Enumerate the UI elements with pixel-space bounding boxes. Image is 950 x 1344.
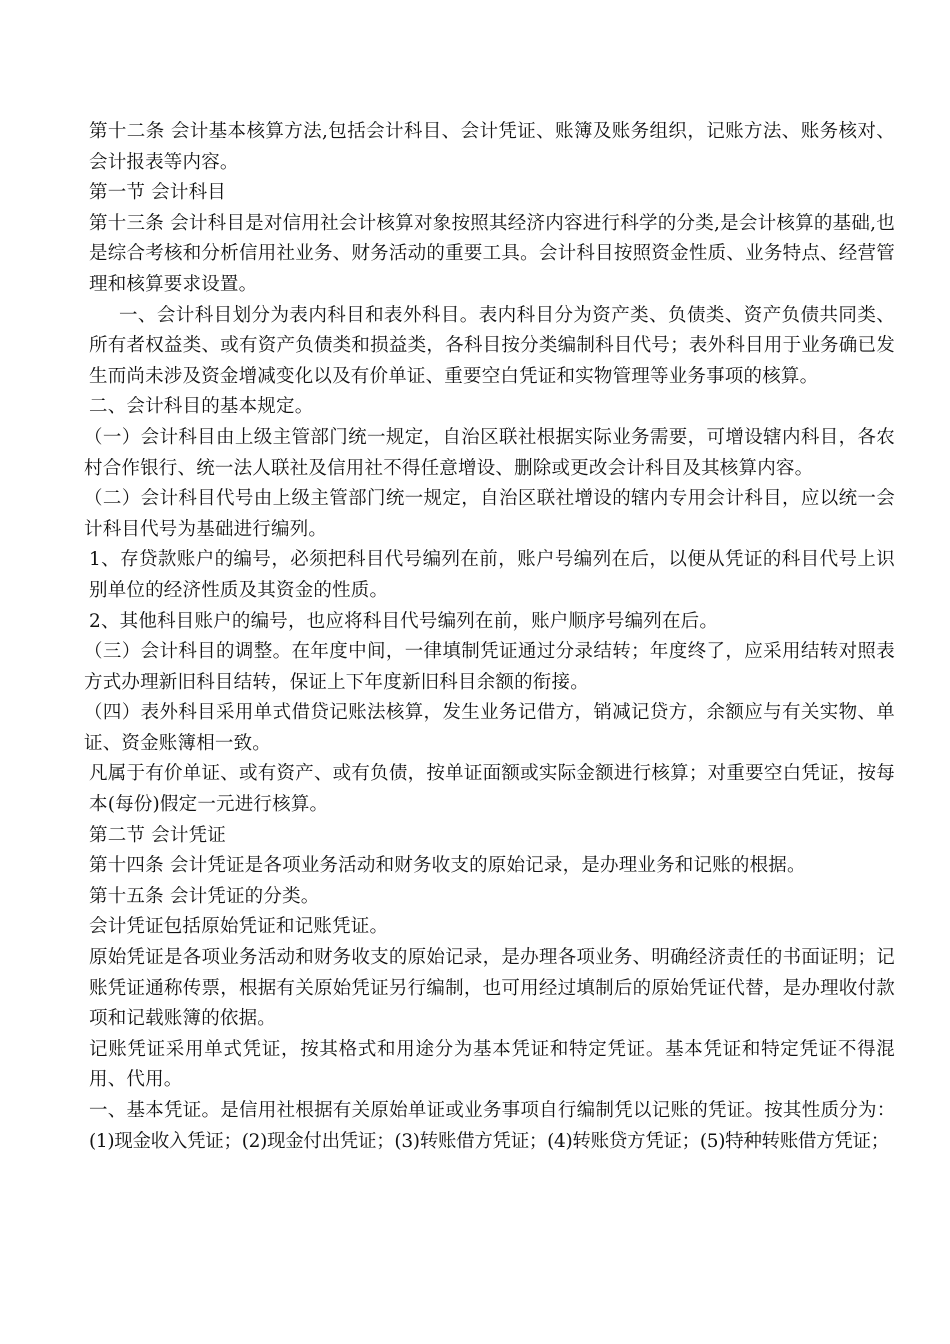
subitem-1: （一）会计科目由上级主管部门统一规定，自治区联社根据实际业务需要，可增设辖内科目，各农村合作银行、统一法人联社及信用社不得任意增设、删除或更改会计科目及其核算内容。 bbox=[84, 426, 895, 479]
subitem-4: （四）表外科目采用单式借贷记账法核算，发生业务记借方，销减记贷方，余额应与有关实物、单证、资金账簿相一致。 bbox=[84, 702, 895, 754]
basic-voucher-paragraph: 一、基本凭证。是信用社根据有关原始单证或业务事项自行编制凭以记账的凭证。按其性质分为：(1)现金收入凭证；(2)现金付出凭证；(3)转账借方凭证；(4)转账贷方凭证；(5)特种转账借方凭证； bbox=[89, 1100, 895, 1152]
article-12: 第十二条 会计基本核算方法,包括会计科目、会计凭证、账簿及账务组织，记账方法、账务核对、会计报表等内容。 bbox=[89, 121, 895, 173]
subitem-2: （二）会计科目代号由上级主管部门统一规定，自治区联社增设的辖内专用会计科目，应以统一会计科目代号为基础进行编列。 bbox=[84, 488, 895, 540]
valuable-documents-paragraph: 凡属于有价单证、或有资产、或有负债，按单证面额或实际金额进行核算；对重要空白凭证，按每本(每份)假定一元进行核算。 bbox=[89, 763, 895, 816]
article-14: 第十四条 会计凭证是各项业务活动和财务收支的原始记录，是办理业务和记账的根据。 bbox=[89, 855, 806, 877]
article-13: 第十三条 会计科目是对信用社会计核算对象按照其经济内容进行科学的分类,是会计核算的基础,也是综合考核和分析信用社业务、财务活动的重要工具。会计科目按照资金性质、业务特点、经营管理和核算要求设置。 bbox=[89, 212, 895, 295]
point-1-deposit-loan-numbering: 1、存贷款账户的编号，必须把科目代号编列在前，账户号编列在后，以便从凭证的科目代号上识别单位的经济性质及其资金的性质。 bbox=[89, 549, 895, 601]
subitem-3: （三）会计科目的调整。在年度中间，一律填制凭证通过分录结转；年度终了，应采用结转对照表方式办理新旧科目结转，保证上下年度新旧科目余额的衔接。 bbox=[84, 641, 895, 693]
section-1-heading: 第一节 会计科目 bbox=[89, 182, 226, 204]
article-15: 第十五条 会计凭证的分类。 bbox=[89, 885, 320, 907]
item-2-heading: 二、会计科目的基本规定。 bbox=[89, 396, 314, 418]
item-1-account-classification: 一、会计科目划分为表内科目和表外科目。表内科目分为资产类、负债类、资产负债共同类、所有者权益类、或有资产负债类和损益类，各科目按分类编制科目代号；表外科目用于业务确已发生而尚未涉及资金增减变化以及有价单证、重要空白凭证和实物管理等业务事项的核算。 bbox=[89, 304, 895, 387]
voucher-types-paragraph: 会计凭证包括原始凭证和记账凭证。 bbox=[89, 916, 389, 938]
point-2-other-numbering: 2、其他科目账户的编号，也应将科目代号编列在前，账户顺序号编列在后。 bbox=[89, 610, 719, 632]
document-page bbox=[84, 117, 895, 1157]
section-2-heading: 第二节 会计凭证 bbox=[89, 824, 226, 846]
original-voucher-paragraph: 原始凭证是各项业务活动和财务收支的原始记录，是办理各项业务、明确经济责任的书面证明；记账凭证通称传票，根据有关原始凭证另行编制，也可用经过填制后的原始凭证代替，是办理收付款项和记载账簿的依据。 bbox=[89, 947, 895, 1030]
bookkeeping-voucher-paragraph: 记账凭证采用单式凭证，按其格式和用途分为基本凭证和特定凭证。基本凭证和特定凭证不得混用、代用。 bbox=[89, 1038, 895, 1091]
